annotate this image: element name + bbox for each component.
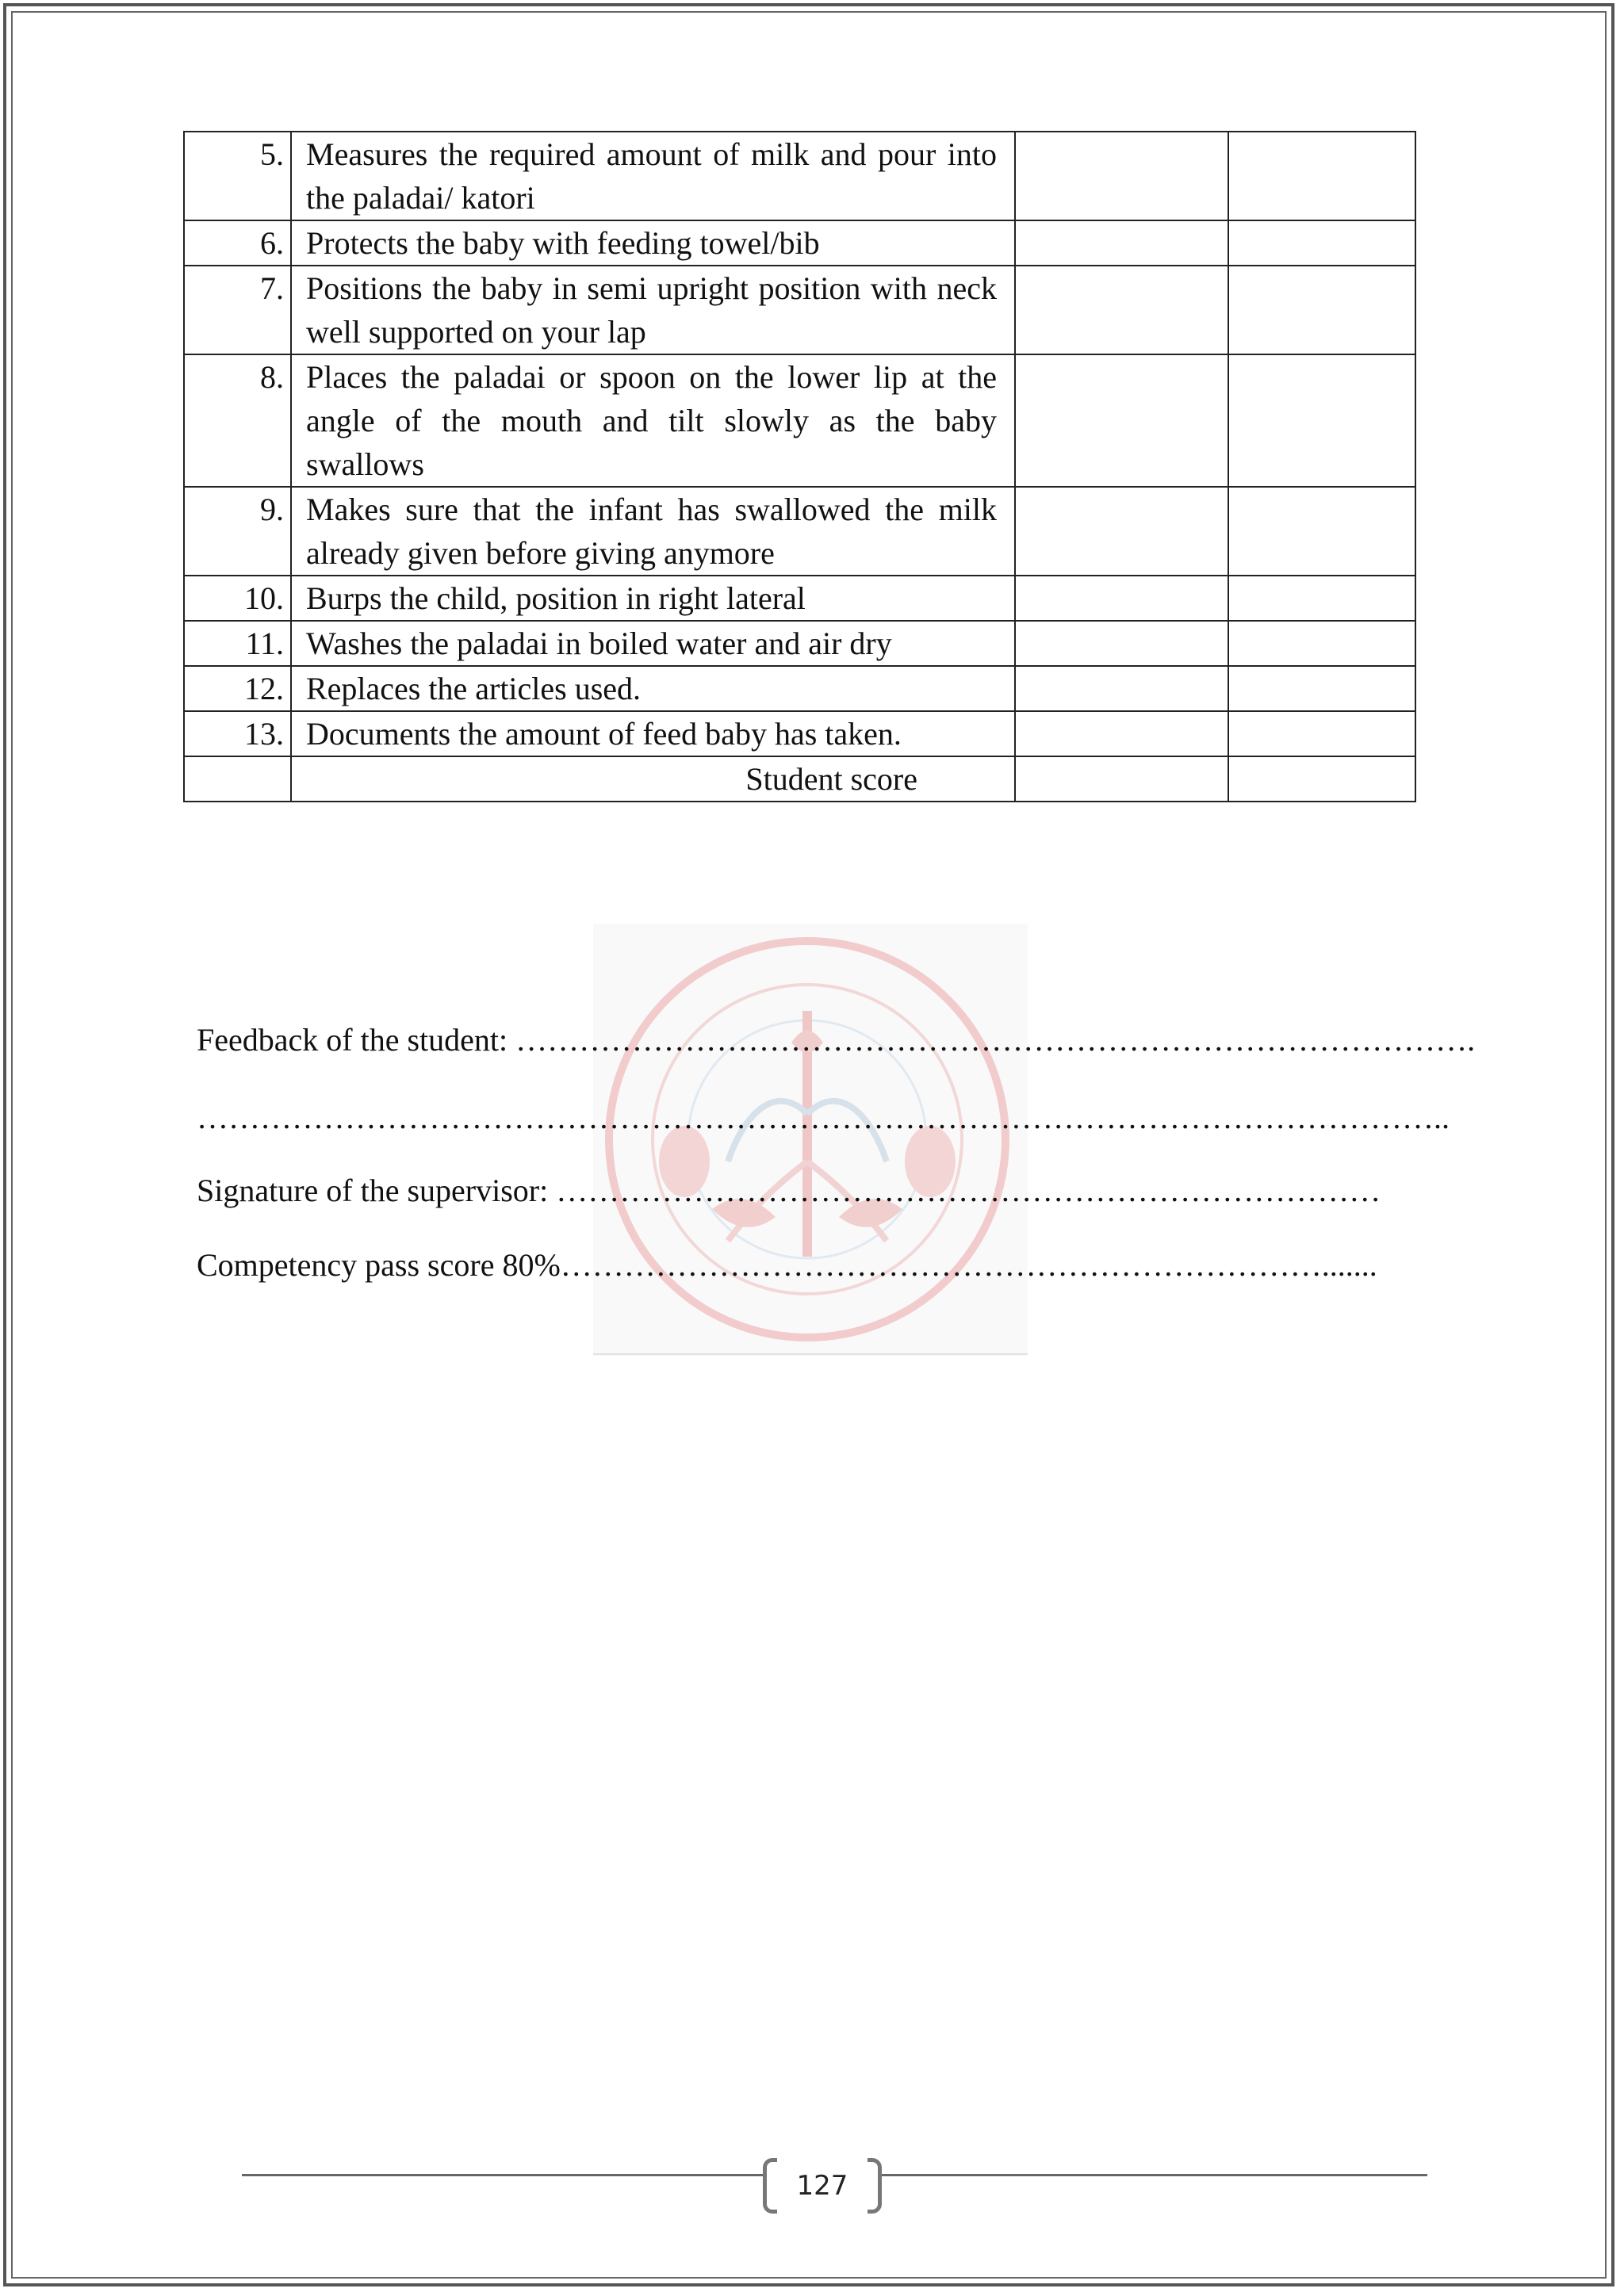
step-description: Positions the baby in semi upright position with neck well supported on your lap: [291, 266, 1015, 354]
score-cell: [1015, 266, 1228, 354]
table-row: [184, 354, 1415, 487]
score-cell: [1015, 621, 1228, 666]
student-score-label: Student score: [291, 756, 1015, 802]
remarks-cell: [1228, 576, 1415, 621]
remarks-cell: [1228, 666, 1415, 711]
score-cell: [1015, 354, 1228, 487]
table-row: [184, 220, 1415, 266]
table-row: [184, 666, 1415, 711]
step-number: 10.: [184, 576, 291, 621]
table-row: [184, 266, 1415, 354]
footer-rule-left: [242, 2174, 763, 2176]
table-row: [184, 576, 1415, 621]
score-row: [184, 756, 1415, 802]
step-number: 6.: [184, 220, 291, 266]
step-description: Protects the baby with feeding towel/bib: [291, 220, 1015, 266]
step-description: Burps the child, position in right lateral: [291, 576, 1015, 621]
remarks-cell: [1228, 132, 1415, 220]
score-cell: [1015, 220, 1228, 266]
feedback-continuation-line: ………………………………………………………………………………………………………..: [197, 1100, 1450, 1135]
step-number: 8.: [184, 354, 291, 487]
remarks-cell: [1228, 354, 1415, 487]
step-description: Documents the amount of feed baby has taken.: [291, 711, 1015, 756]
supervisor-signature-line: Signature of the supervisor: ……………………………………………………………………: [197, 1173, 1381, 1208]
remarks-cell: [1228, 220, 1415, 266]
remarks-cell: [1228, 487, 1415, 576]
remarks-cell: [1228, 266, 1415, 354]
remarks-cell: [1228, 621, 1415, 666]
step-number: 12.: [184, 666, 291, 711]
table-row: [184, 487, 1415, 576]
page-number: 127: [796, 2170, 848, 2202]
step-description: Places the paladai or spoon on the lower lip at the angle of the mouth and tilt slowly as the baby swallows: [291, 354, 1015, 487]
score-cell: [1015, 666, 1228, 711]
remarks-cell: [1228, 711, 1415, 756]
score-row-number: [184, 756, 291, 802]
step-description: Replaces the articles used.: [291, 666, 1015, 711]
footer-rule-right: [882, 2174, 1427, 2176]
step-number: 11.: [184, 621, 291, 666]
remarks-cell: [1228, 756, 1415, 802]
table-row: [184, 132, 1415, 220]
table-row: [184, 621, 1415, 666]
feedback-line: Feedback of the student: ……………………………………………………………………………….: [197, 1022, 1476, 1058]
step-description: Measures the required amount of milk and pour into the paladai/ katori: [291, 132, 1015, 220]
table-row: [184, 711, 1415, 756]
step-description: Washes the paladai in boiled water and air dry: [291, 621, 1015, 666]
score-cell: [1015, 487, 1228, 576]
checklist-table: [183, 131, 1416, 802]
competency-pass-score-line: Competency pass score 80%……………………………………………………………….......: [197, 1247, 1377, 1283]
score-cell: [1015, 132, 1228, 220]
score-cell: [1015, 756, 1228, 802]
step-number: 9.: [184, 487, 291, 576]
step-number: 5.: [184, 132, 291, 220]
score-cell: [1015, 576, 1228, 621]
score-cell: [1015, 711, 1228, 756]
step-number: 13.: [184, 711, 291, 756]
step-number: 7.: [184, 266, 291, 354]
step-description: Makes sure that the infant has swallowed the milk already given before giving anymore: [291, 487, 1015, 576]
university-seal-watermark-icon: [593, 924, 1028, 1356]
